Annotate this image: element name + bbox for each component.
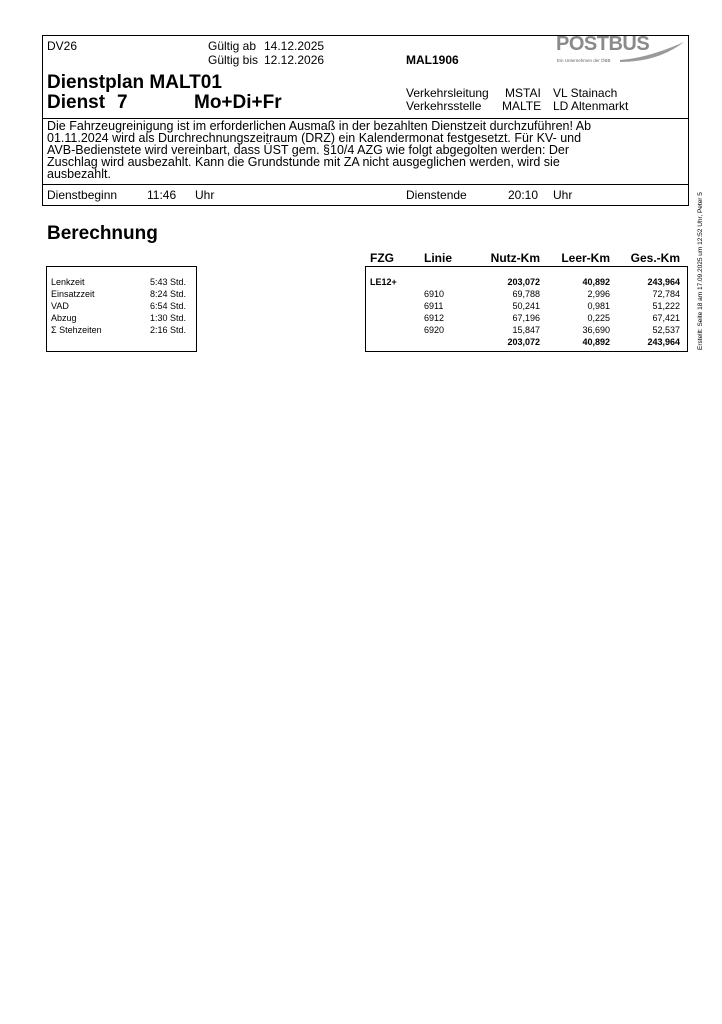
leer-cell: 36,690 (582, 325, 610, 335)
ges-cell: 52,537 (652, 325, 680, 335)
service-days: Mo+Di+Fr (194, 92, 282, 113)
notice-line: 01.11.2024 wird als Durchrechnungszeitraum (DRZ) ein Kalendermonat festgesetzt. Für KV- und (47, 131, 582, 145)
vl-code: MSTAI (505, 86, 541, 100)
col-header-nutz: Nutz-Km (490, 251, 540, 265)
calc-label: Lenkzeit (51, 277, 85, 287)
calc-label: Abzug (51, 313, 77, 323)
notice-line: ausbezahlt. (47, 167, 111, 181)
leer-cell: 0,981 (587, 301, 610, 311)
col-header-ges: Ges.-Km (630, 251, 680, 265)
calc-value: 2:16 Std. (150, 325, 187, 335)
linie-cell: 6910 (424, 289, 445, 299)
dv-code: DV26 (47, 39, 78, 53)
col-header-linie: Linie (424, 251, 453, 265)
logo-swoosh-icon (618, 40, 686, 64)
vs-code: MALTE (502, 99, 542, 113)
fzg-cell: LE12+ (370, 277, 397, 287)
valid-from-label: Gültig ab (208, 39, 257, 53)
vl-name: VL Stainach (553, 86, 618, 100)
valid-to: 12.12.2026 (264, 53, 325, 67)
calc-value: 1:30 Std. (150, 313, 187, 323)
col-header-leer: Leer-Km (561, 251, 610, 265)
dienst-label: Dienst (47, 92, 106, 113)
nutz-cell: 50,241 (512, 301, 540, 311)
leer-cell: 0,225 (587, 313, 610, 323)
begin-unit: Uhr (195, 188, 215, 202)
col-header-fzg: FZG (370, 251, 394, 265)
linie-cell: 6912 (424, 313, 445, 323)
calc-label: Einsatzzeit (51, 289, 95, 299)
vs-label: Verkehrsstelle (406, 99, 482, 113)
ges-cell: 51,222 (652, 301, 680, 311)
begin-label: Dienstbeginn (47, 188, 118, 202)
leer-cell: 2,996 (587, 289, 610, 299)
nutz-cell: 69,788 (512, 289, 540, 299)
dienst-number: 7 (117, 92, 128, 113)
valid-from: 14.12.2025 (264, 39, 325, 53)
plan-code: MAL1906 (406, 53, 459, 67)
ges-cell: 72,784 (652, 289, 680, 299)
ges-cell: 67,421 (652, 313, 680, 323)
end-time: 20:10 (508, 188, 539, 202)
notice-line: Zuschlag wird ausbezahlt. Kann die Grundstunde mit ZA nicht ausgeglichen werden, wird sie (47, 155, 560, 169)
calc-value: 8:24 Std. (150, 289, 187, 299)
page-title: Dienstplan MALT01 (47, 72, 222, 93)
divider (43, 184, 688, 185)
logo-tagline: Ein Unternehmen der ÖBB (557, 58, 611, 63)
side-footer: Erstellt: Seite 18 am 17.09.2025 um 12:52 Uhr, Peter 5 (697, 192, 704, 350)
calc-value: 5:43 Std. (150, 277, 187, 287)
nutz-cell: 67,196 (512, 313, 540, 323)
leer-cell: 40,892 (582, 277, 610, 287)
calc-label: VAD (51, 301, 69, 311)
total-ges: 243,964 (647, 337, 680, 347)
calc-value: 6:54 Std. (150, 301, 187, 311)
linie-cell: 6920 (424, 325, 445, 335)
nutz-cell: 15,847 (512, 325, 540, 335)
vl-label: Verkehrsleitung (406, 86, 489, 100)
calc-label: Σ Stehzeiten (51, 325, 102, 335)
valid-to-label: Gültig bis (208, 53, 259, 67)
begin-time: 11:46 (147, 188, 177, 202)
postbus-logo: POSTBUS (556, 33, 650, 55)
notice-line: AVB-Bedienstete wird vereinbart, dass ÜST gem. §10/4 AZG wie folgt abgegolten werden: Der (47, 143, 570, 157)
end-label: Dienstende (406, 188, 467, 202)
total-nutz: 203,072 (507, 337, 540, 347)
linie-cell: 6911 (424, 301, 444, 311)
notice-line: Die Fahrzeugreinigung ist im erforderlichen Ausmaß in der bezahlten Dienstzeit durchzuführen! Ab (47, 119, 592, 133)
ges-cell: 243,964 (647, 277, 680, 287)
section-title: Berechnung (47, 223, 158, 244)
end-unit: Uhr (553, 188, 573, 202)
nutz-cell: 203,072 (507, 277, 540, 287)
total-leer: 40,892 (582, 337, 610, 347)
vs-name: LD Altenmarkt (553, 99, 629, 113)
